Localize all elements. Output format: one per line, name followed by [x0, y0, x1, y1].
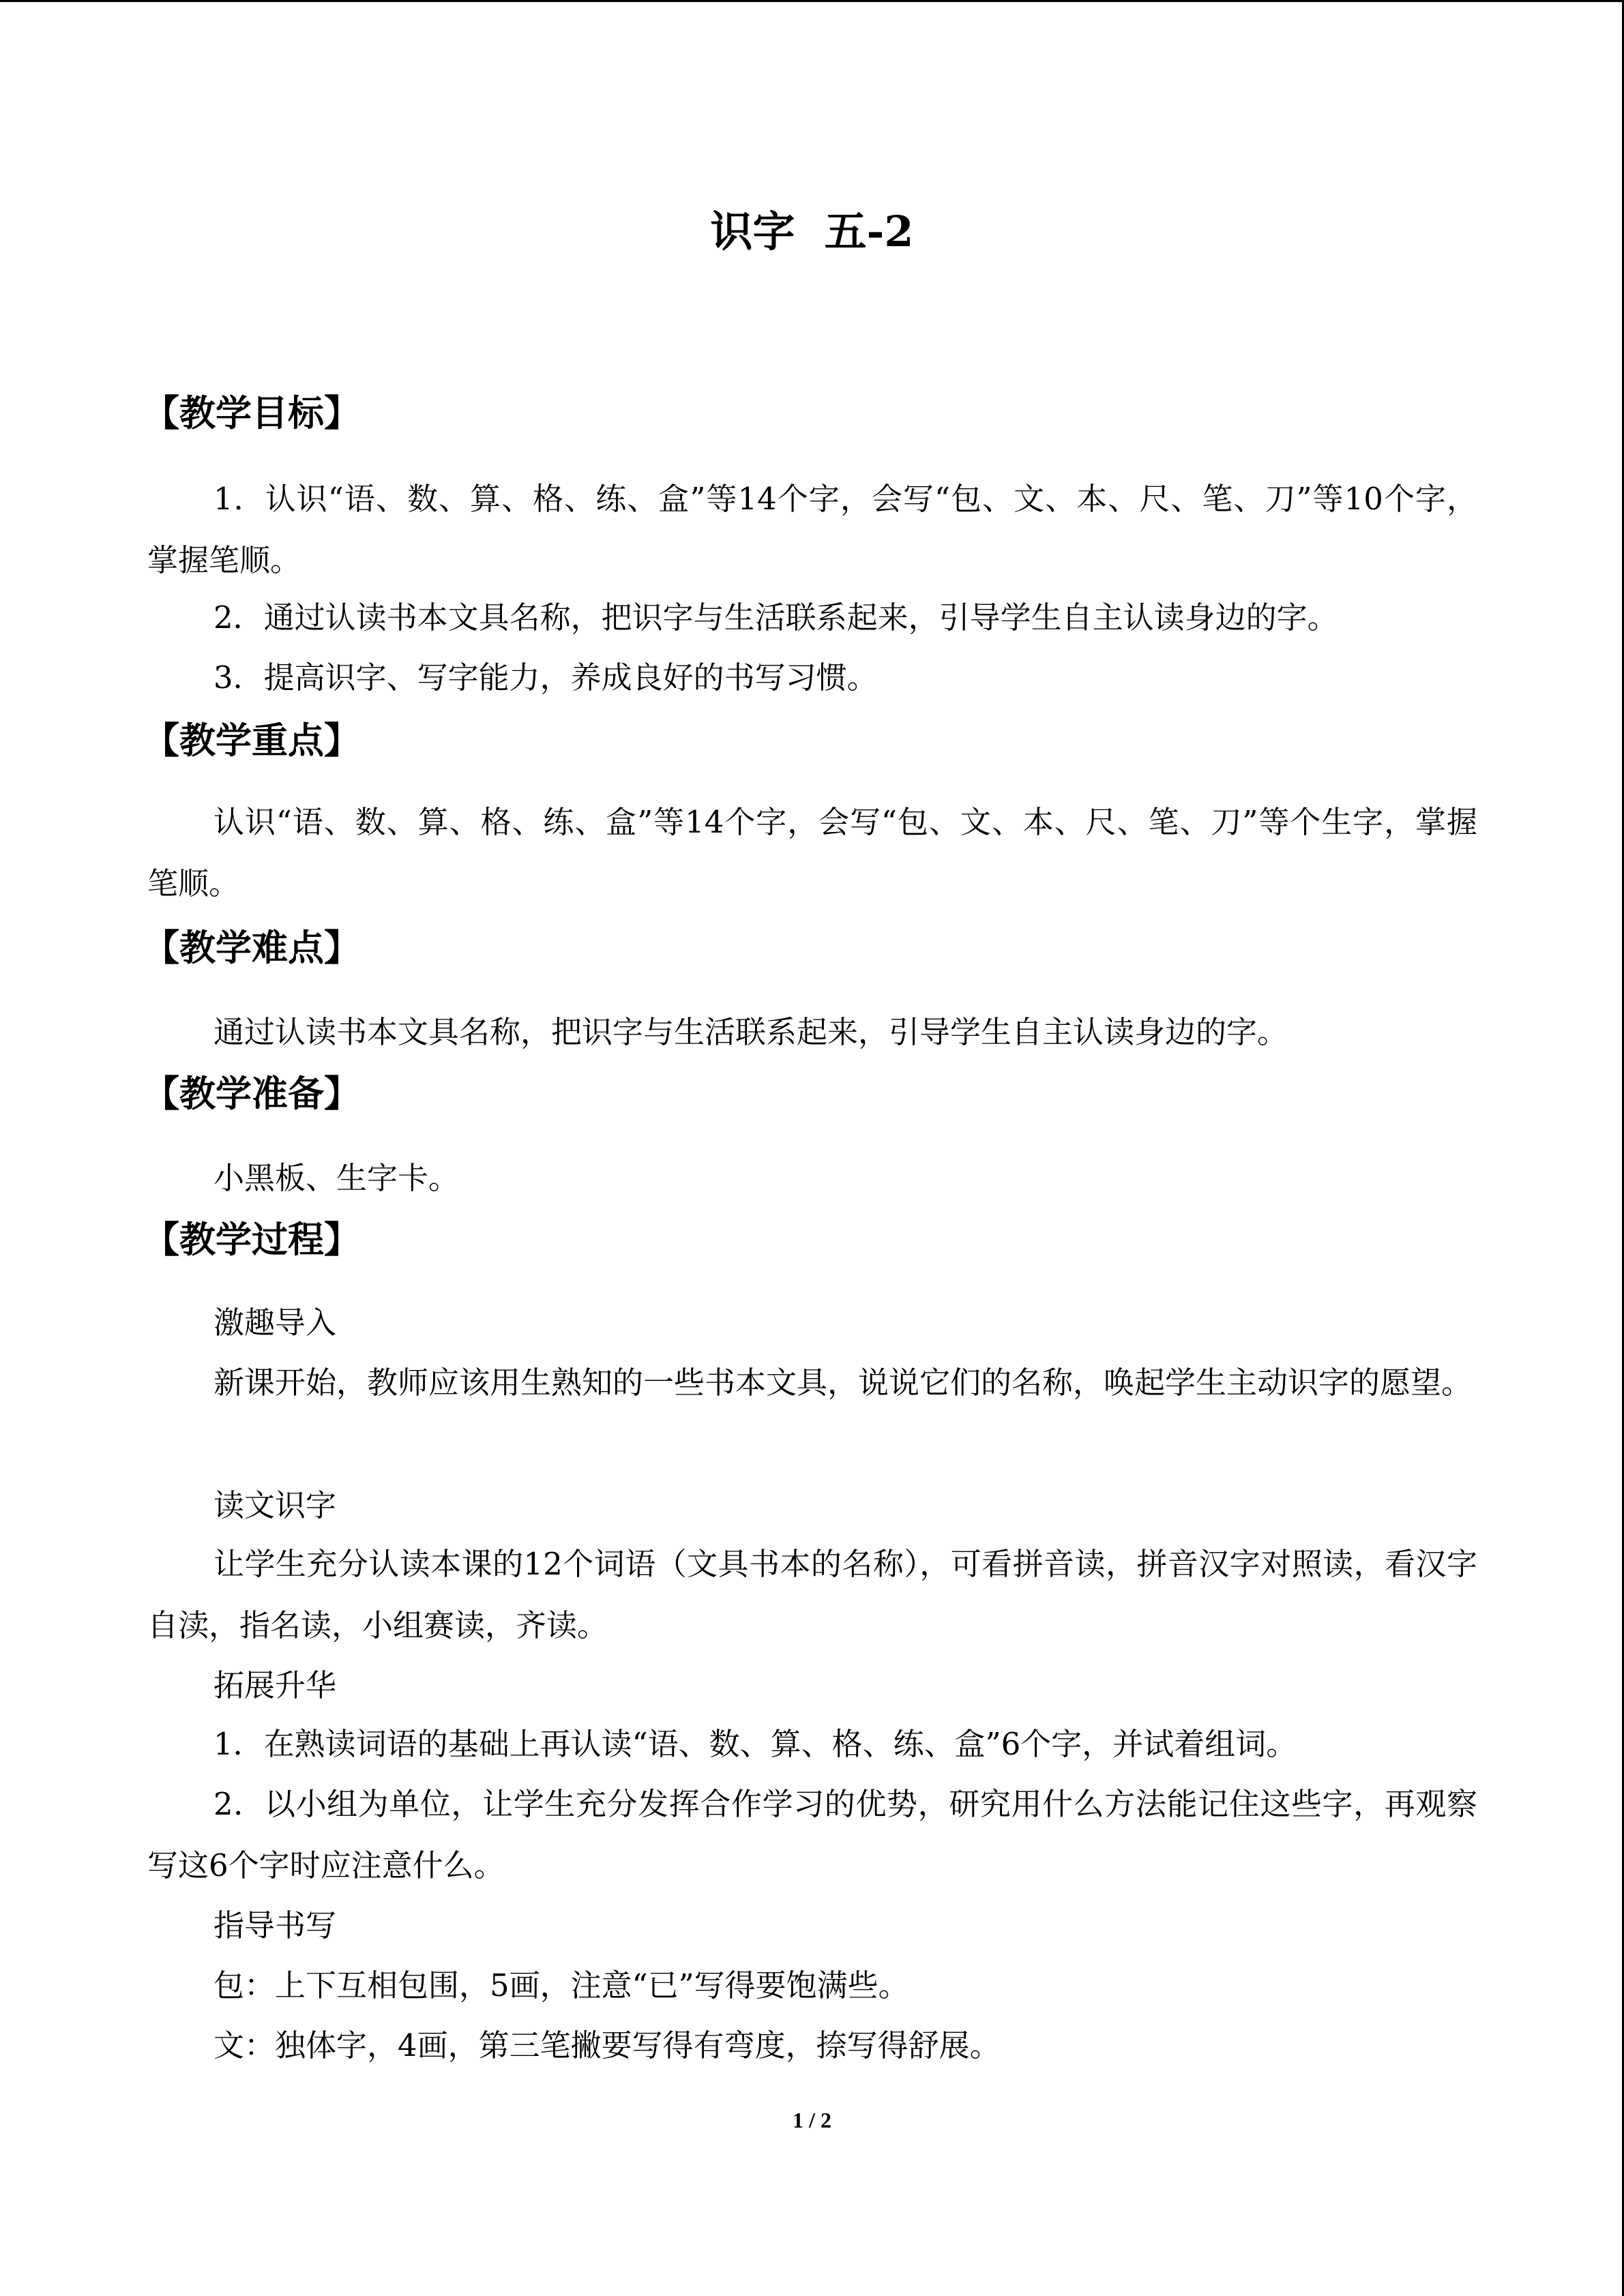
objective-item-1: 1．认识“语、数、算、格、练、盒”等14个字，会写“包、文、本、尺、笔、刀”等10个字，掌握笔顺。: [147, 481, 1477, 578]
reading-subtitle: 读文识字: [213, 1487, 337, 1523]
heading-key-points: 【教学重点】: [143, 720, 360, 762]
heading-preparation: 【教学准备】: [143, 1073, 360, 1115]
writing-subtitle: 指导书写: [213, 1907, 337, 1943]
expand-item-1: 1．在熟读词语的基础上再认读“语、数、算、格、练、盒”6个字，并试着组词。: [213, 1726, 1297, 1762]
reading-text: 让学生充分认读本课的12个词语（文具书本的名称），可看拼音读，拼音汉字对照读，看汉字自渎，指名读，小组赛读，齐读。: [147, 1546, 1477, 1643]
document-title: 识字 五-2: [710, 207, 914, 256]
objective-item-3: 3．提高识字、写字能力，养成良好的书写习惯。: [213, 659, 878, 696]
expand-item-2: 2．以小组为单位，让学生充分发挥合作学习的优势，研究用什么方法能记住这些字，再观察写这6个字时应注意什么。: [147, 1786, 1477, 1883]
preparation-text: 小黑板、生字卡。: [213, 1160, 460, 1196]
writing-item-2: 文：独体字，4画，第三笔撇要写得有弯度，捺写得舒展。: [213, 2027, 1001, 2063]
key-points-text: 认识“语、数、算、格、练、盒”等14个字，会写“包、文、本、尺、笔、刀”等个生字，掌握笔顺。: [147, 804, 1477, 901]
difficulties-text: 通过认读书本文具名称，把识字与生活联系起来，引导学生自主认读身边的字。: [213, 1014, 1288, 1050]
objective-item-2: 2．通过认读书本文具名称，把识字与生活联系起来，引导学生自主认读身边的字。: [213, 599, 1338, 636]
page-number: 1 / 2: [793, 2108, 831, 2132]
heading-objectives: 【教学目标】: [143, 393, 360, 434]
intro-subtitle: 激趣导入: [213, 1304, 337, 1341]
writing-item-1: 包：上下互相包围，5画，注意“已”写得要饱满些。: [213, 1967, 909, 2003]
intro-text: 新课开始，教师应该用生熟知的一些书本文具，说说它们的名称，唤起学生主动识字的愿望。: [213, 1365, 1473, 1401]
heading-difficulties: 【教学难点】: [143, 927, 360, 969]
heading-process: 【教学过程】: [143, 1219, 360, 1261]
expand-subtitle: 拓展升华: [213, 1667, 337, 1703]
